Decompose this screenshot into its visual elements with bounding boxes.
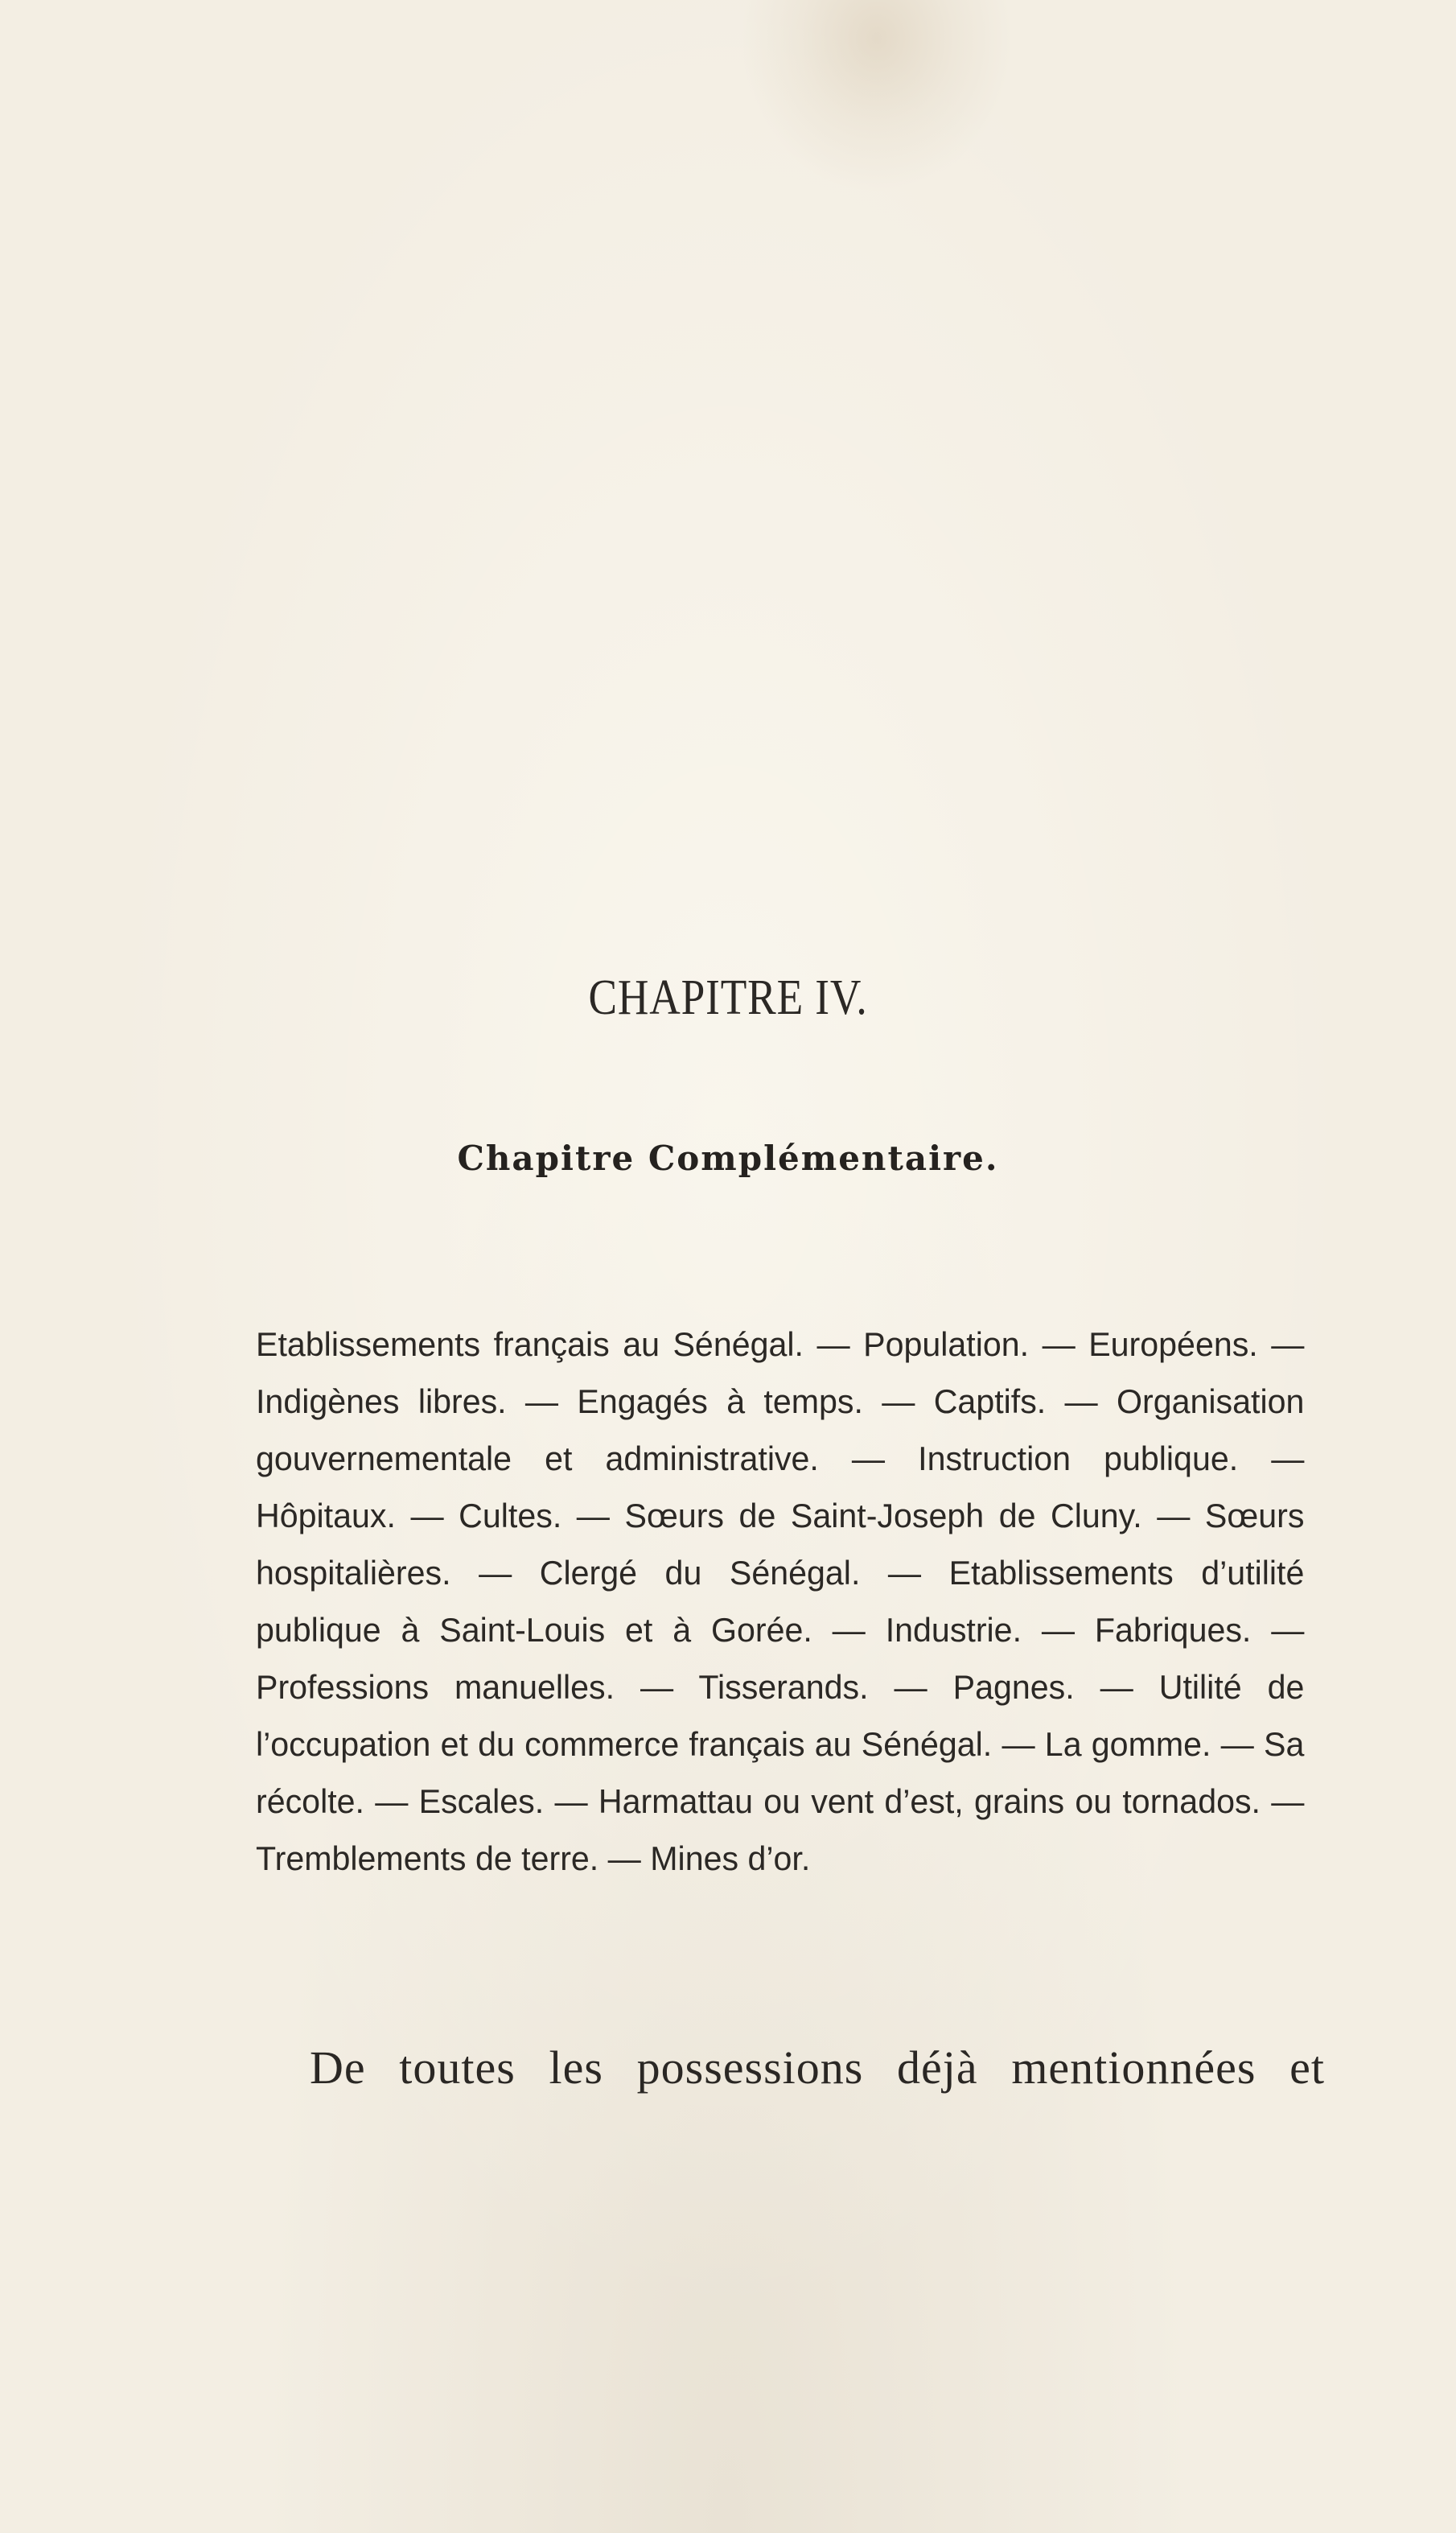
body-text-first-line: De toutes les possessions déjà mentionnées et xyxy=(310,2041,1325,2094)
chapter-subtitle: Chapitre Complémentaire. xyxy=(457,1139,999,1178)
chapter-heading: CHAPITRE IV. xyxy=(588,970,868,1025)
paper-stain xyxy=(740,0,1014,193)
chapter-summary: Etablissements français au Sénégal. — Population. — Européens. — Indigènes libres. — Engagés à temps. — Captifs. — Organisation gouvernementale et administrative. — Instruction publique. — Hôpitaux. — Cultes. — Sœurs de Saint-Joseph de Cluny. — Sœurs hospitalières. — Clergé du Sénégal. — Etablissements d’utilité publique à Saint-Louis et à Gorée. — Industrie. — Fabriques. — Professions manuelles. — Tisserands. — Pagnes. — Utilité de l’occupation et du commerce français au Sénégal. — La gomme. — Sa récolte. — Escales. — Harmattau ou vent d’est, grains ou tornados. — Tremblements de terre. — Mines d’or. xyxy=(256,1325,1305,1877)
